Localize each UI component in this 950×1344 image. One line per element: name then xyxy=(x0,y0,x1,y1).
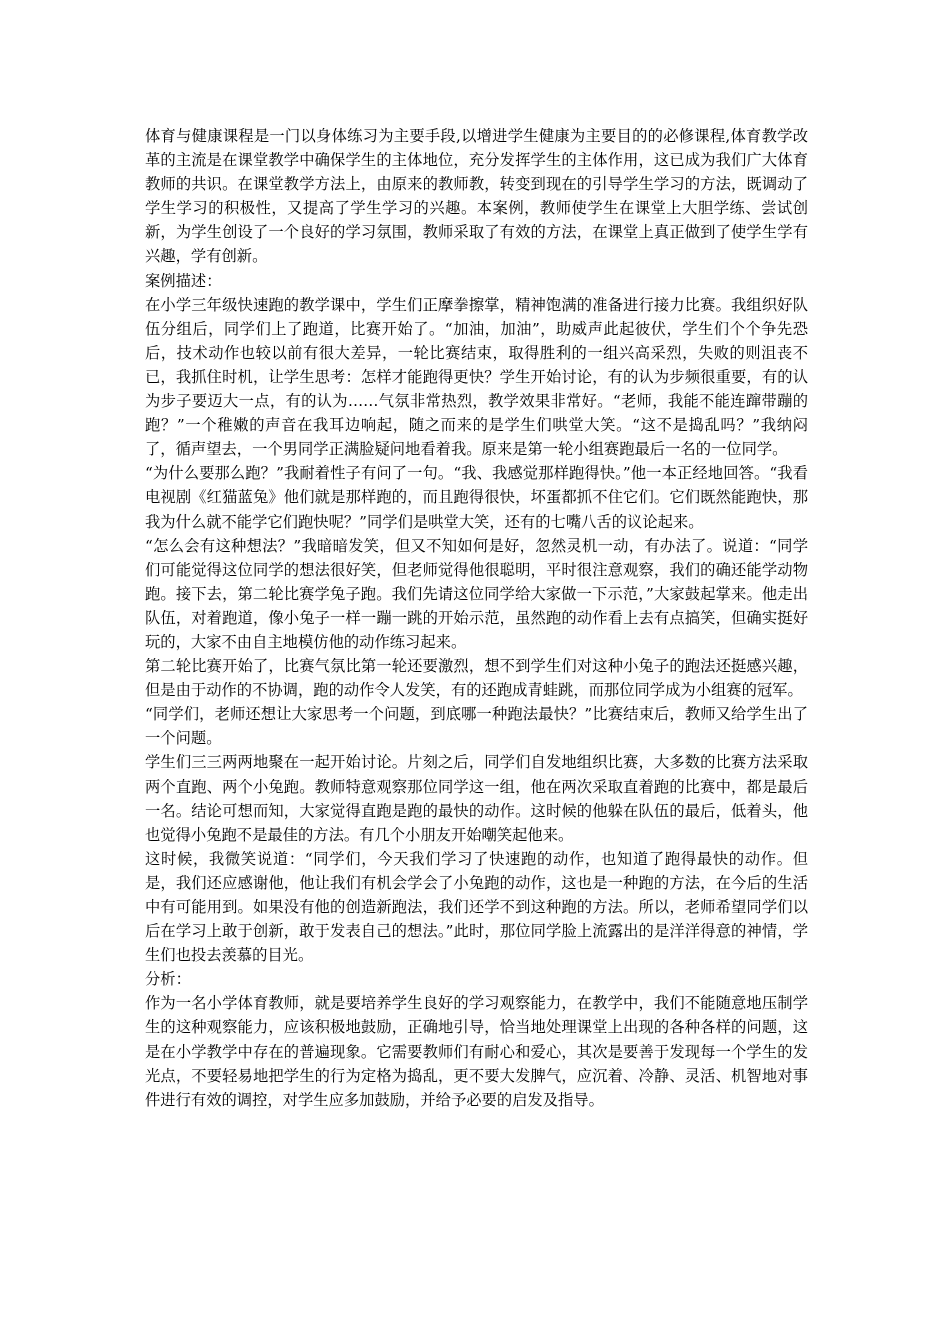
document-body xyxy=(145,124,808,1112)
body-paragraph: 这时候，我微笑说道：“同学们，今天我们学习了快速跑的动作，也知道了跑得最快的动作。但是，我们还应感谢他，他让我们有机会学会了小兔跑的动作，这也是一种跑的方法，在今后的生活中有可能用到。如果没有他的创造新跑法，我们还学不到这种跑的方法。所以，老师希望同学们以后在学习上敢于创新，敢于发表自己的想法。”此时，那位同学脸上流露出的是洋洋得意的神情，学生们也投去羡慕的目光。 xyxy=(145,849,808,965)
case-description-heading: 案例描述： xyxy=(145,271,222,290)
intro-paragraph: 体育与健康课程是一门以身体练习为主要手段,以增进学生健康为主要目的的必修课程,体育教学改革的主流是在课堂教学中确保学生的主体地位，充分发挥学生的主体作用，这已成为我们广大体育教师的共识。在课堂教学方法上，由原来的教师教，转变到现在的引导学生学习的方法，既调动了学生学习的积极性，又提高了学生学习的兴趣。本案例，教师使学生在课堂上大胆学练、尝试创新，为学生创设了一个良好的学习氛围，教师采取了有效的方法，在课堂上真正做到了使学生学有兴趣，学有创新。 xyxy=(145,127,808,266)
body-paragraph: “同学们，老师还想让大家思考一个问题，到底哪一种跑法最快？”比赛结束后，教师又给学生出了一个问题。 xyxy=(145,705,808,748)
analysis-paragraph: 作为一名小学体育教师，就是要培养学生良好的学习观察能力，在教学中，我们不能随意地压制学生的这种观察能力，应该积极地鼓励，正确地引导，恰当地处理课堂上出现的各种各样的问题，这是在小学教学中存在的普遍现象。它需要教师们有耐心和爱心，其次是要善于发现每一个学生的发光点，不要轻易地把学生的行为定格为捣乱，更不要大发脾气，应沉着、冷静、灵活、机智地对事件进行有效的调控，对学生应多加鼓励，并给予必要的启发及指导。 xyxy=(145,994,808,1109)
analysis-heading: 分析： xyxy=(145,970,191,989)
body-paragraph: 第二轮比赛开始了，比赛气氛比第一轮还要激烈，想不到学生们对这种小兔子的跑法还挺感兴趣，但是由于动作的不协调，跑的动作令人发笑，有的还跑成青蛙跳，而那位同学成为小组赛的冠军。 xyxy=(145,657,808,700)
body-paragraph: 在小学三年级快速跑的教学课中，学生们正摩拳擦掌，精神饱满的准备进行接力比赛。我组织好队伍分组后，同学们上了跑道，比赛开始了。“加油，加油”，助威声此起彼伏，学生们个个争先恐后，技术动作也较以前有很大差异，一轮比赛结束，取得胜利的一组兴高采烈，失败的则沮丧不已，我抓住时机，让学生思考：怎样才能跑得更快？学生开始讨论，有的认为步频很重要，有的认为步子要迈大一点，有的认为……气氛非常热烈，教学效果非常好。“老师，我能不能连蹿带蹦的跑？”一个稚嫩的声音在我耳边响起，随之而来的是学生们哄堂大笑。“这不是捣乱吗？”我纳闷了，循声望去，一个男同学正满脸疑问地看着我。原来是第一轮小组赛跑最后一名的一位同学。 xyxy=(145,295,808,459)
body-paragraph: “为什么要那么跑？”我耐着性子有问了一句。“我、我感觉那样跑得快。”他一本正经地回答。“我看电视剧《红猫蓝兔》他们就是那样跑的，而且跑得很快，坏蛋都抓不住它们。它们既然能跑快，那我为什么就不能学它们跑快呢？”同学们是哄堂大笑，还有的七嘴八舌的议论起来。 xyxy=(145,464,808,531)
body-paragraph: 学生们三三两两地聚在一起开始讨论。片刻之后，同学们自发地组织比赛，大多数的比赛方法采取两个直跑、两个小兔跑。教师特意观察那位同学这一组，他在两次采取直着跑的比赛中，都是最后一名。结论可想而知，大家觉得直跑是跑的最快的动作。这时候的他躲在队伍的最后，低着头，他也觉得小兔跑不是最佳的方法。有几个小朋友开始嘲笑起他来。 xyxy=(145,753,808,844)
body-paragraph: “怎么会有这种想法？”我暗暗发笑，但又不知如何是好，忽然灵机一动，有办法了。说道：“同学们可能觉得这位同学的想法很好笑，但老师觉得他很聪明，平时很注意观察，我们的确还能学动物跑。接下去，第二轮比赛学兔子跑。我们先请这位同学给大家做一下示范，”大家鼓起掌来。他走出队伍，对着跑道，像小兔子一样一蹦一跳的开始示范，虽然跑的动作看上去有点搞笑，但确实挺好玩的，大家不由自主地模仿他的动作练习起来。 xyxy=(145,536,808,651)
